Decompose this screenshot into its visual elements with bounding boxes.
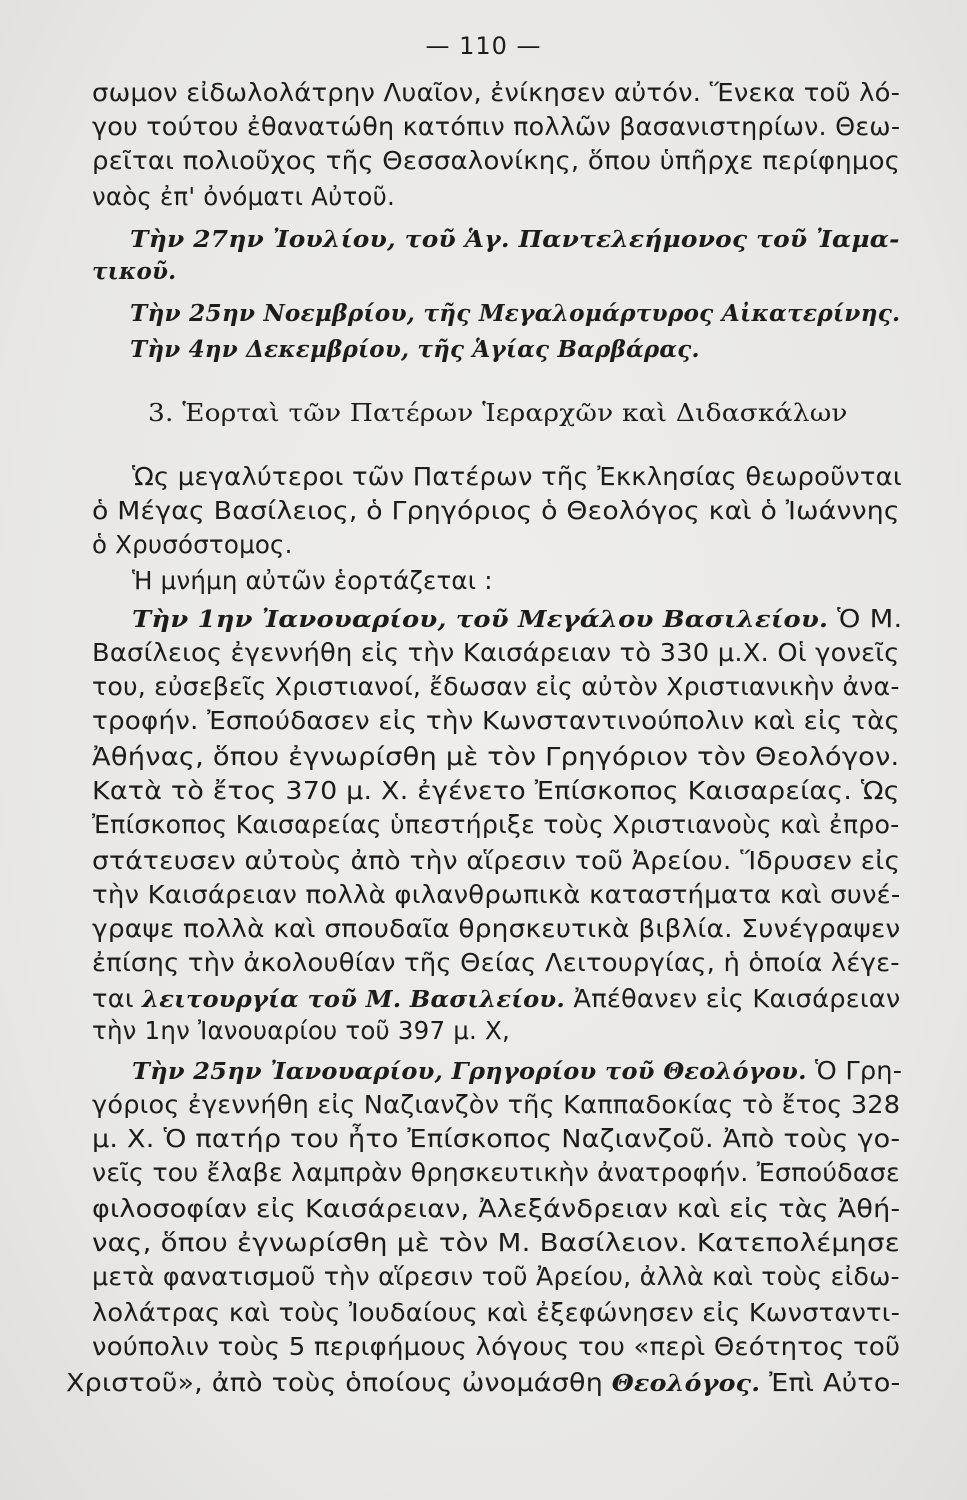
text-line (92, 638, 900, 668)
text-segment: τροφήν. Ἐσπούδασεν εἰς τὴν Κωνσταντινούπολιν καὶ εἰς τὰς (92, 706, 901, 735)
text-segment: Ὁ Μ. (828, 604, 903, 633)
feast-title: Τὴν 25ην Ἰανουαρίου, Γρηγορίου τοῦ Θεολόγου. (132, 1058, 807, 1085)
text-line (92, 256, 176, 287)
text-line (130, 298, 900, 329)
text-segment: Ὁ Γρη- (806, 1056, 903, 1085)
text-segment: τὴν Καισάρειαν πολλὰ φιλανθρωπικὰ καταστήματα καὶ συνέ- (92, 880, 901, 909)
text-segment: γου τούτου ἐθανατώθη κατόπιν πολλῶν βασανιστηρίων. Θεω- (92, 112, 901, 141)
text-segment: Ἀθήνας, ὅπου ἐγνωρίσθη μὲ τὸν Γρηγόριον τὸν Θεολόγον. (92, 742, 900, 771)
text-line (92, 1262, 900, 1292)
text-line (92, 1158, 900, 1188)
text-line (92, 846, 900, 876)
text-line (132, 604, 902, 635)
text-segment: γραψε πολλὰ καὶ σπουδαῖα θρησκευτικὰ βιβλία. Συνέγραψεν (92, 914, 901, 943)
text-line (132, 462, 902, 492)
text-segment: Ἡ μνήμη αὐτῶν ἑορτάζεται : (132, 566, 493, 595)
text-segment: ρεῖται πολιοῦχος τῆς Θεσσαλονίκης, ὅπου ὑπῆρχε περίφημος (92, 146, 901, 175)
text-line (132, 566, 493, 596)
text-line (66, 1368, 900, 1399)
text-line (92, 706, 900, 736)
feast-title: Θεολόγος. (611, 1370, 761, 1397)
text-segment: νας, ὅπου ἐγνωρίσθη μὲ τὸν Μ. Βασίλειον. Κατεπολέμησε (92, 1228, 900, 1257)
text-line (92, 1194, 900, 1224)
text-line (92, 496, 900, 526)
text-line (92, 146, 900, 176)
text-segment: μετὰ φανατισμοῦ τὴν αἵρεσιν τοῦ Ἀρείου, ἀλλὰ καὶ τοὺς εἰδω- (92, 1262, 900, 1291)
text-segment: Ἐπίσκοπος Καισαρείας ὑπεστήριξε τοὺς Χριστιανοὺς καὶ ἐπρο- (92, 810, 900, 839)
text-line (130, 334, 700, 365)
text-segment: ναὸς ἐπ' ὀνόματι Αὐτοῦ. (92, 182, 395, 211)
text-segment: ται (92, 984, 143, 1013)
text-line (92, 810, 899, 840)
text-line (92, 776, 900, 806)
text-segment: ὁ Μέγας Βασίλειος, ὁ Γρηγόριος ὁ Θεολόγος καὶ ὁ Ἰωάννης (92, 496, 900, 525)
text-segment: Χριστοῦ», ἀπὸ τοὺς ὁποίους ὠνομάσθη (66, 1368, 612, 1397)
text-segment: Ὡς μεγαλύτεροι τῶν Πατέρων τῆς Ἐκκλησίας θεωροῦνται (132, 462, 902, 491)
feast-title: Τὴν 4ην Δεκεμβρίου, τῆς Ἁγίας Βαρβάρας. (130, 336, 700, 363)
text-segment: ὁ Χρυσόστομος. (92, 530, 293, 559)
feast-title: τικοῦ. (92, 258, 177, 285)
text-line (92, 1298, 900, 1328)
text-line (92, 530, 293, 560)
text-segment: φιλοσοφίαν εἰς Καισάρειαν, Ἀλεξάνδρειαν καὶ εἰς τὰς Ἀθή- (92, 1194, 901, 1223)
text-segment: λολάτρας καὶ τοὺς Ἰουδαίους καὶ ἐξεφώνησεν εἰς Κωνσταντι- (92, 1298, 901, 1327)
text-line (92, 78, 900, 108)
text-segment: γόριος ἐγεννήθη εἰς Ναζιανζὸν τῆς Καππαδοκίας τὸ ἔτος 328 (92, 1090, 901, 1119)
text-line (92, 742, 899, 772)
text-segment: τὴν 1ην Ἰανουαρίου τοῦ 397 μ. Χ, (92, 1016, 510, 1045)
text-line (92, 984, 900, 1015)
feast-title: Τὴν 27ην Ἰουλίου, τοῦ Ἁγ. Παντελεήμονος τοῦ Ἰαμα- (130, 226, 900, 253)
text-line (92, 112, 900, 142)
feast-title: λειτουργία τοῦ Μ. Βασιλείου. (142, 986, 566, 1013)
text-line (92, 182, 395, 212)
text-segment: ἐπίσης τὴν ἀκολουθίαν τῆς Θείας Λειτουργίας, ἡ ὁποία λέγε- (92, 948, 900, 977)
text-segment: Ἀπέθανεν εἰς Καισάρειαν (565, 984, 901, 1013)
text-line (92, 880, 900, 910)
text-line (130, 224, 900, 255)
section-heading: 3. Ἑορταὶ τῶν Πατέρων Ἱεραρχῶν καὶ Διδασκάλων (148, 399, 848, 427)
text-line (92, 1332, 900, 1362)
text-segment: Κατὰ τὸ ἔτος 370 μ. Χ. ἐγένετο Ἐπίσκοπος Καισαρείας. Ὡς (92, 776, 900, 805)
text-line (92, 914, 900, 944)
text-line (92, 672, 900, 702)
text-segment: μ. Χ. Ὁ πατήρ του ἦτο Ἐπίσκοπος Ναζιανζοῦ. Ἀπὸ τοὺς γο- (92, 1124, 901, 1153)
text-segment: σωμον εἰδωλολάτρην Λυαῖον, ἐνίκησεν αὐτόν. Ἕνεκα τοῦ λό- (92, 78, 901, 107)
feast-title: Τὴν 25ην Νοεμβρίου, τῆς Μεγαλομάρτυρος Αἰκατερίνης. (130, 300, 901, 327)
text-segment: νούπολιν τοὺς 5 περιφήμους λόγους του «περὶ Θεότητος τοῦ (92, 1332, 901, 1361)
text-segment: Βασίλειος ἐγεννήθη εἰς τὴν Καισάρειαν τὸ 330 μ.Χ. Οἱ γονεῖς (92, 638, 900, 667)
text-segment: στάτευσεν αὐτοὺς ἀπὸ τὴν αἵρεσιν τοῦ Ἀρείου. Ἵδρυσεν εἰς (92, 846, 901, 875)
text-line (148, 398, 848, 428)
feast-title: Τὴν 1ην Ἰανουαρίου, τοῦ Μεγάλου Βασιλείου. (132, 606, 829, 633)
page-number: — 110 — (425, 32, 542, 60)
text-line (132, 1056, 902, 1087)
text-segment: νεῖς του ἔλαβε λαμπρὰν θρησκευτικὴν ἀνατροφήν. Ἐσπούδασε (92, 1158, 900, 1187)
text-segment: του, εὐσεβεῖς Χριστιανοί, ἔδωσαν εἰς αὐτὸν Χριστιανικὴν ἀνα- (92, 672, 900, 701)
text-segment: Ἐπὶ Αὐτο- (760, 1368, 901, 1397)
text-line (92, 1228, 900, 1258)
text-line (92, 1090, 900, 1120)
text-line (92, 948, 900, 978)
text-line (92, 1016, 510, 1046)
text-line (92, 1124, 900, 1154)
